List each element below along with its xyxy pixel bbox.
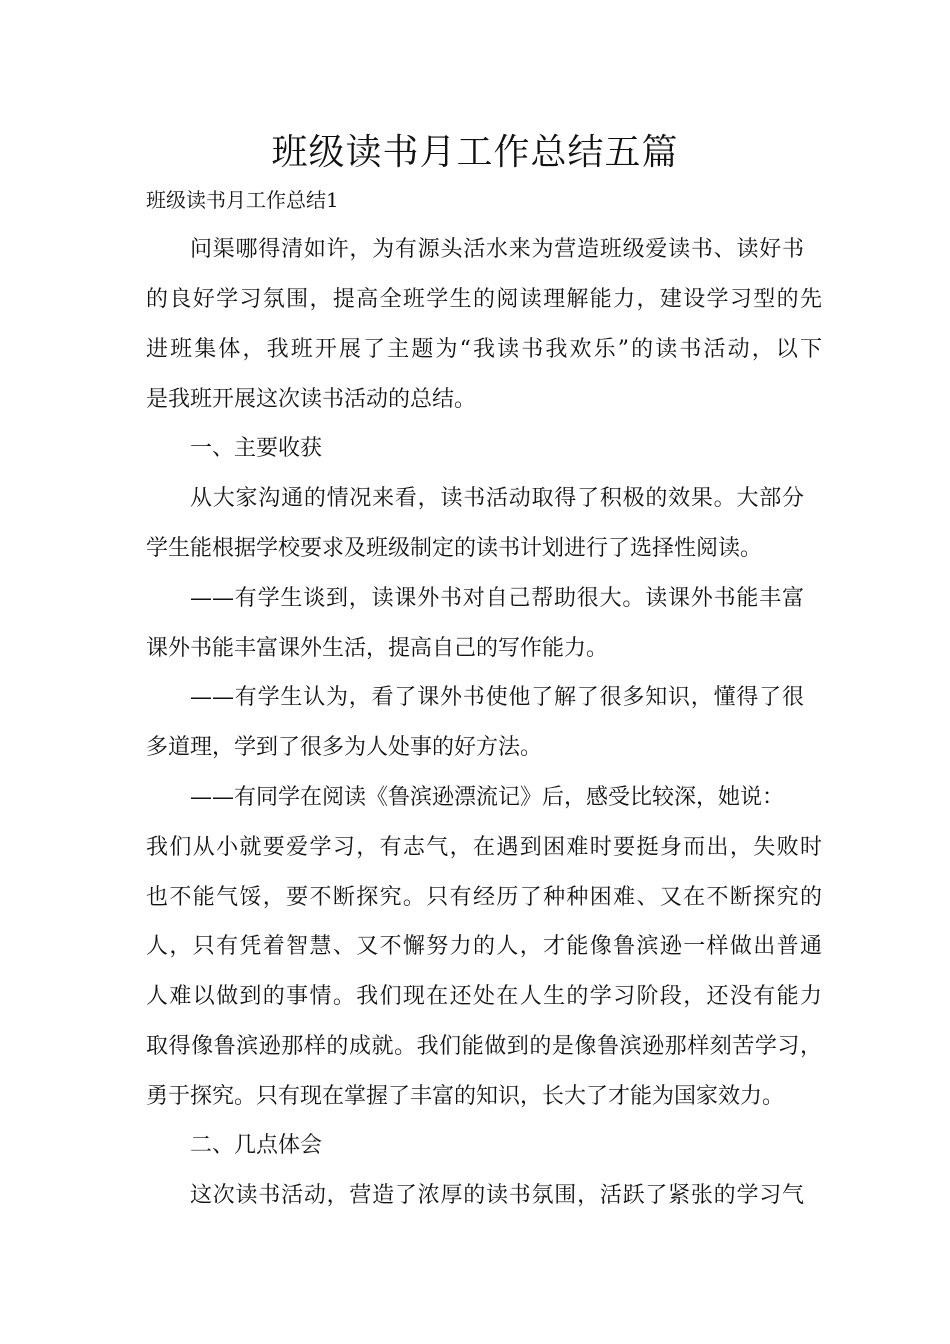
paragraph-line: 人难以做到的事情。我们现在还处在人生的学习阶段，还没有能力 [146, 984, 822, 1009]
paragraph-line: ——有学生谈到，读课外书对自己帮助很大。读课外书能丰富 [190, 586, 804, 611]
section-heading: 班级读书月工作总结1 [146, 188, 339, 212]
paragraph-line: 人，只有凭着智慧、又不懈努力的人，才能像鲁滨逊一样做出普通 [146, 934, 822, 959]
paragraph-line: 也不能气馁，要不断探究。只有经历了种种困难、又在不断探究的 [146, 885, 822, 910]
document-title: 班级读书月工作总结五篇 [271, 132, 679, 173]
paragraph-line: 勇于探究。只有现在掌握了丰富的知识，长大了才能为国家效力。 [146, 1084, 785, 1109]
paragraph-line: 从大家沟通的情况来看，读书活动取得了积极的效果。大部分 [190, 486, 804, 511]
paragraph-line: 问渠哪得清如许，为有源头活水来为营造班级爱读书、读好书 [190, 237, 804, 262]
paragraph-line: 学生能根据学校要求及班级制定的读书计划进行了选择性阅读。 [146, 536, 763, 561]
paragraph-line: 的良好学习氛围，提高全班学生的阅读理解能力，建设学习型的先 [146, 287, 822, 312]
paragraph-line: 多道理，学到了很多为人处事的好方法。 [146, 735, 543, 760]
paragraph-line: 进班集体，我班开展了主题为“我读书我欢乐”的读书活动，以下 [146, 337, 822, 362]
paragraph-line: ——有学生认为，看了课外书使他了解了很多知识，懂得了很 [190, 685, 804, 710]
paragraph-line: 课外书能丰富课外生活，提高自己的写作能力。 [146, 636, 609, 661]
subheading: 二、几点体会 [190, 1133, 323, 1158]
subheading: 一、主要收获 [190, 436, 323, 461]
paragraph-line: 我们从小就要爱学习，有志气，在遇到困难时要挺身而出，失败时 [146, 835, 822, 860]
paragraph-line: 是我班开展这次读书活动的总结。 [146, 387, 477, 412]
paragraph-line: ——有同学在阅读《鲁滨逊漂流记》后，感受比较深，她说： [190, 785, 785, 810]
paragraph-line: 取得像鲁滨逊那样的成就。我们能做到的是像鲁滨逊那样刻苦学习， [146, 1034, 822, 1059]
paragraph-line: 这次读书活动，营造了浓厚的读书氛围，活跃了紧张的学习气 [190, 1183, 804, 1208]
